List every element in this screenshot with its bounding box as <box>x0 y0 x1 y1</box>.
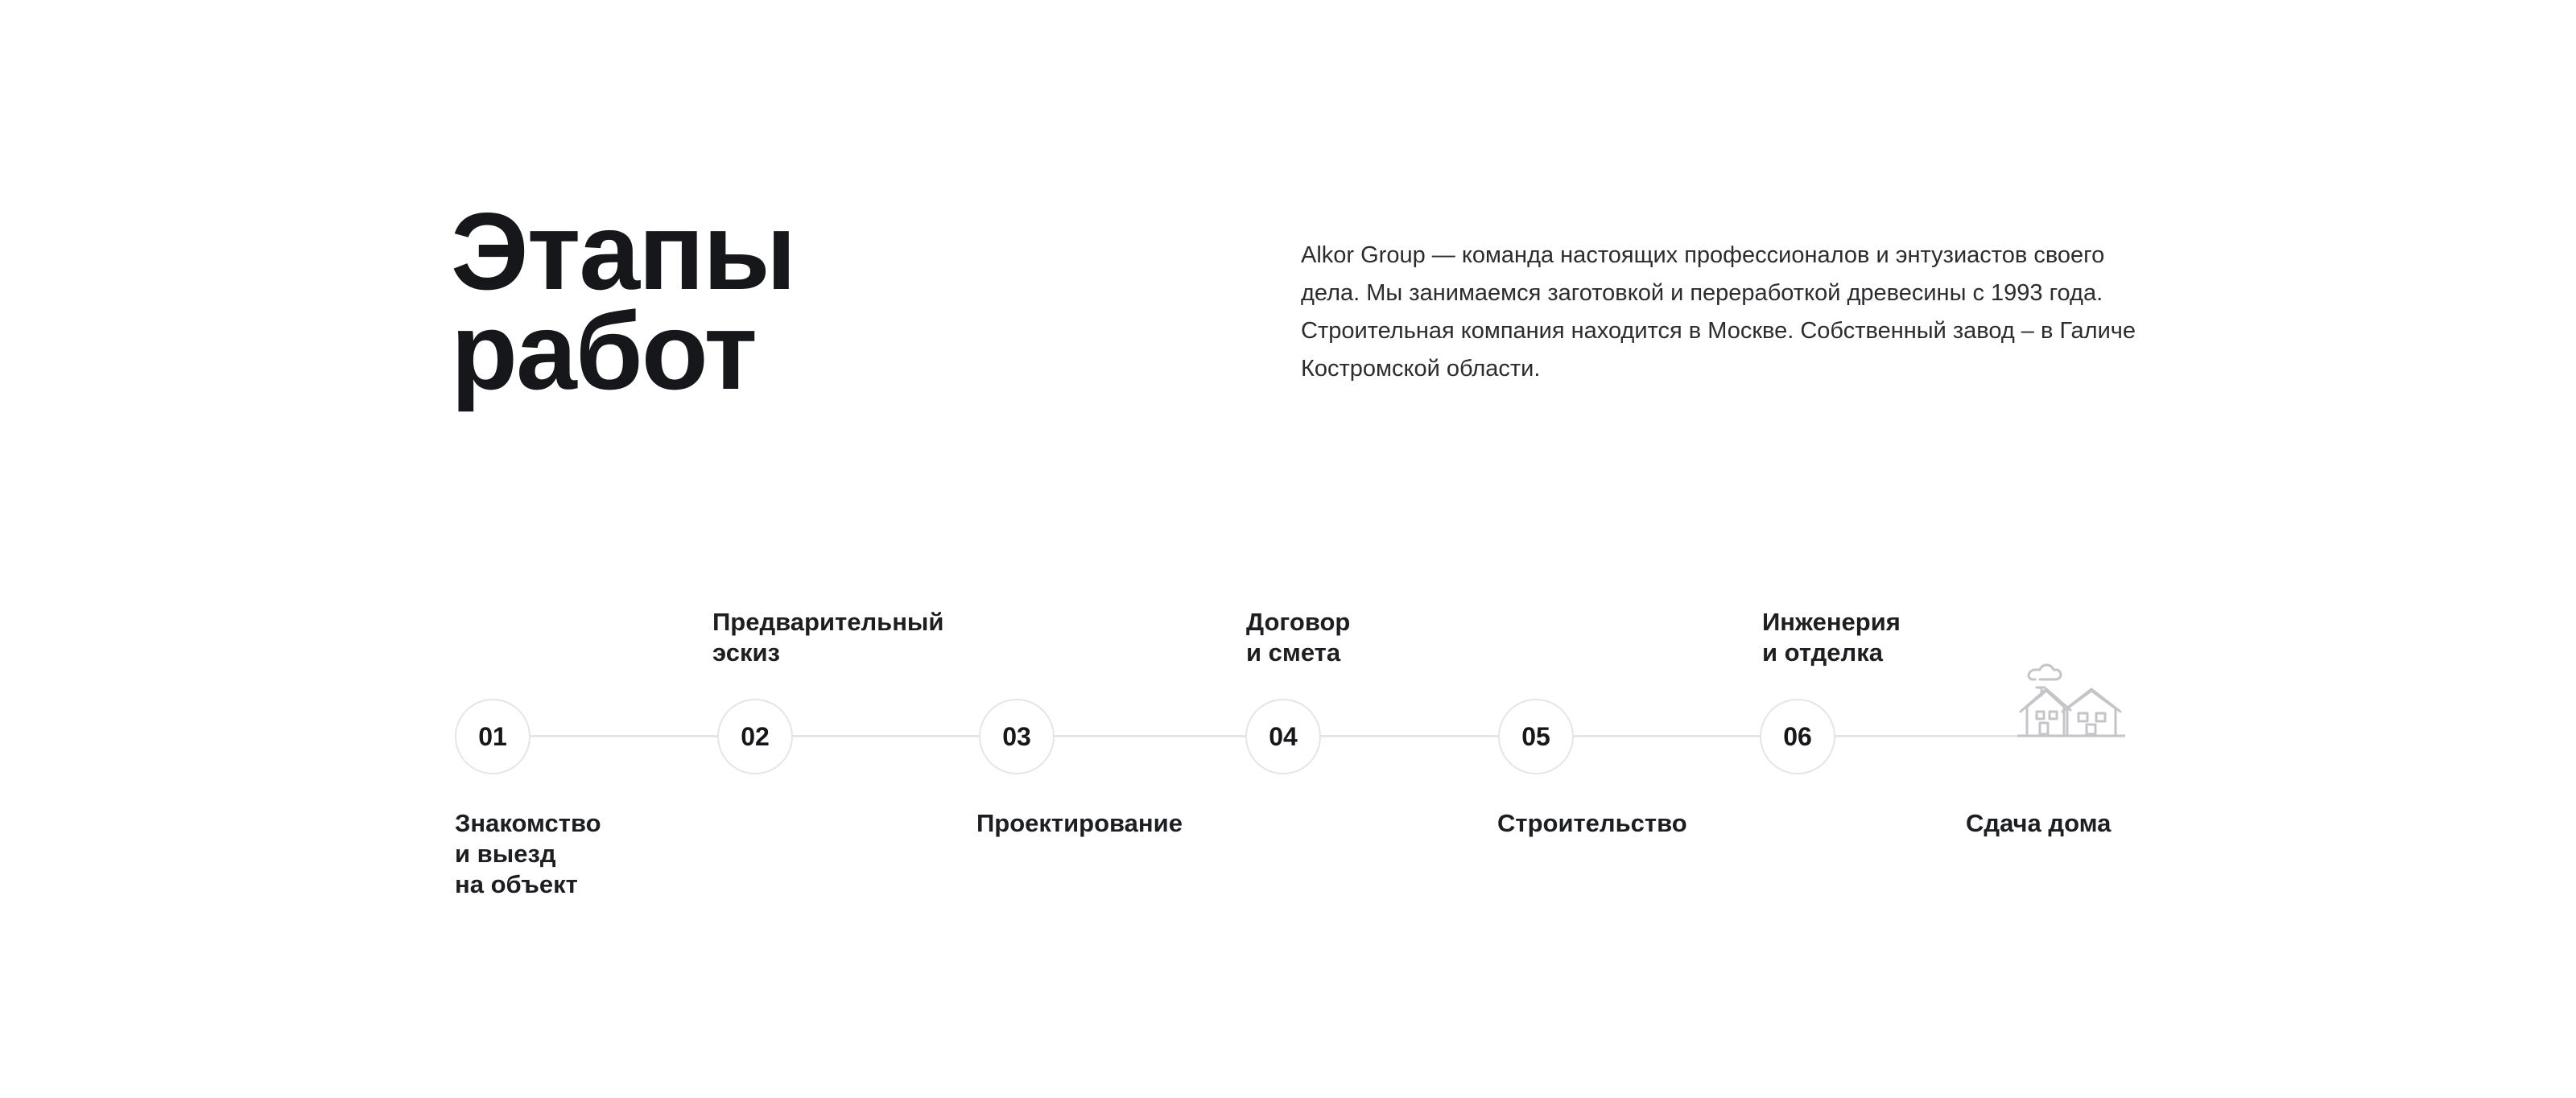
step-label-06 <box>1762 607 1901 668</box>
step-label-line: Предварительный <box>712 608 944 636</box>
step-circle-01 <box>455 699 530 774</box>
page-title-line-1: Этапы <box>451 190 795 312</box>
step-label-line: Строительство <box>1497 809 1687 837</box>
step-label-01 <box>455 808 601 900</box>
step-label-line: Проектирование <box>976 809 1183 837</box>
step-label-line: на объект <box>455 870 578 898</box>
step-number: 02 <box>741 721 770 751</box>
step-label-line: и отделка <box>1762 638 1883 667</box>
house-icon <box>2017 660 2125 739</box>
step-label-03 <box>976 808 1183 839</box>
intro-text: Alkor Group — команда настоящих профессионалов и энтузиастов своего дела. Мы занимаемся заготовкой и переработкой древесины с 1993 года. Строительная компания находится в Москве. Собственный завод – в Галиче Костромской области. <box>1301 242 2136 382</box>
step-label-line: Инженерия <box>1762 608 1901 636</box>
step-number: 01 <box>478 721 507 751</box>
step-number: 03 <box>1002 721 1031 751</box>
step-label-line: Сдача дома <box>1966 809 2112 837</box>
step-label-final <box>1966 808 2111 839</box>
step-label-line: Договор <box>1246 608 1351 636</box>
step-number: 05 <box>1521 721 1550 751</box>
step-number: 06 <box>1783 721 1812 751</box>
step-label-line: эскиз <box>712 638 780 667</box>
step-label-line: и выезд <box>455 840 556 868</box>
step-circle-02 <box>717 699 793 774</box>
step-label-05 <box>1497 808 1687 839</box>
step-circle-06 <box>1760 699 1835 774</box>
step-circle-05 <box>1498 699 1574 774</box>
step-number: 04 <box>1269 721 1298 751</box>
step-circle-04 <box>1245 699 1321 774</box>
step-label-04 <box>1246 607 1350 668</box>
step-label-line: Знакомство <box>455 809 601 837</box>
step-label-line: и смета <box>1246 638 1341 667</box>
step-label-02 <box>712 607 943 668</box>
step-circle-03 <box>979 699 1055 774</box>
page-title-line-2: работ <box>451 290 757 412</box>
